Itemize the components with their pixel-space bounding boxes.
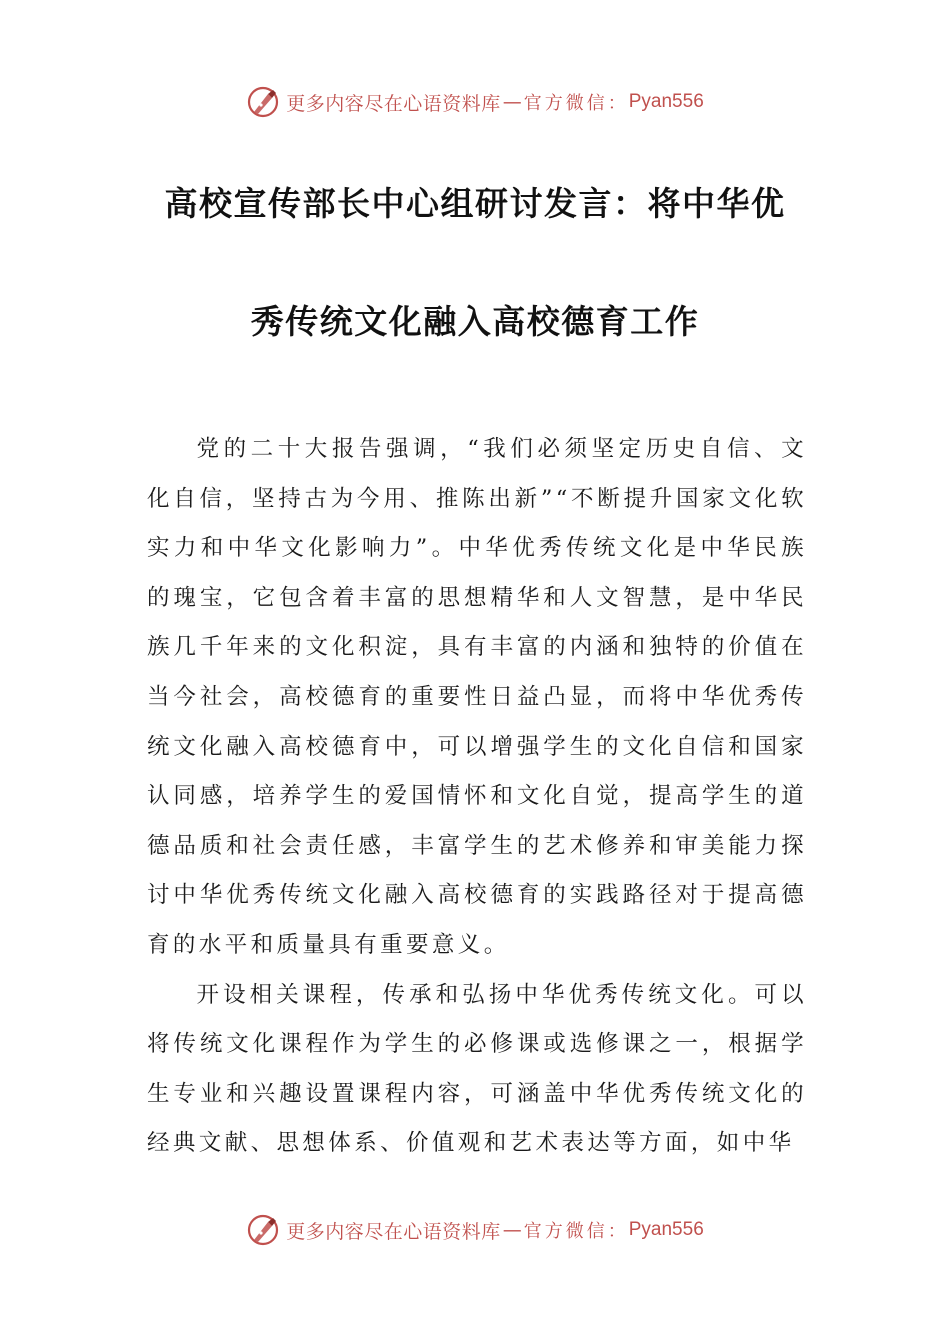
pen-nib-logo-icon [246, 1213, 280, 1247]
body-paragraph: 党的二十大报告强调，“我们必须坚定历史自信、文化自信，坚持古为今用、推陈出新”“不断提升国家文化软实力和中华文化影响力”。中华优秀传统文化是中华民族的瑰宝，它包含着丰富的思想精华和人文智慧，是中华民族几千年来的文化积淀，具有丰富的内涵和独特的价值在当今社会，高校德育的重要性日益凸显，而将中华优秀传统文化融入高校德育中，可以增强学生的文化自信和国家认同感，培养学生的爱国情怀和文化自觉，提高学生的道德品质和社会责任感，丰富学生的艺术修养和审美能力探讨中华优秀传统文化融入高校德育的实践路径对于提高德育的水平和质量具有重要意义。 [147, 436, 807, 958]
watermark-site-text: 更多内容尽在心语资料库 [286, 1220, 501, 1243]
watermark-wechat-label: 官方微信： [523, 93, 629, 114]
body-paragraph: 开设相关课程，传承和弘扬中华优秀传统文化。可以将传统文化课程作为学生的必修课或选修课之一，根据学生专业和兴趣设置课程内容，可涵盖中华优秀传统文化的经典文献、思想体系、价值观和艺术表达等方面，如中华 [147, 981, 807, 1157]
document-title-line-2: 秀传统文化融入高校德育工作 [250, 302, 700, 341]
header-watermark [0, 80, 950, 124]
pen-nib-logo-icon [246, 85, 280, 119]
document-title-line-1: 高校宣传部长中心组研讨发言：将中华优 [164, 184, 786, 223]
watermark-wechat-id: Pyan556 [628, 1219, 704, 1240]
watermark-site-text: 更多内容尽在心语资料库 [286, 92, 501, 115]
watermark-wechat-label: 官方微信： [523, 1221, 629, 1242]
document-body [147, 425, 807, 1169]
watermark-dash: — [502, 1219, 522, 1241]
watermark-dash: — [502, 91, 522, 113]
footer-watermark [0, 1208, 950, 1252]
watermark-wechat-id: Pyan556 [628, 91, 704, 112]
